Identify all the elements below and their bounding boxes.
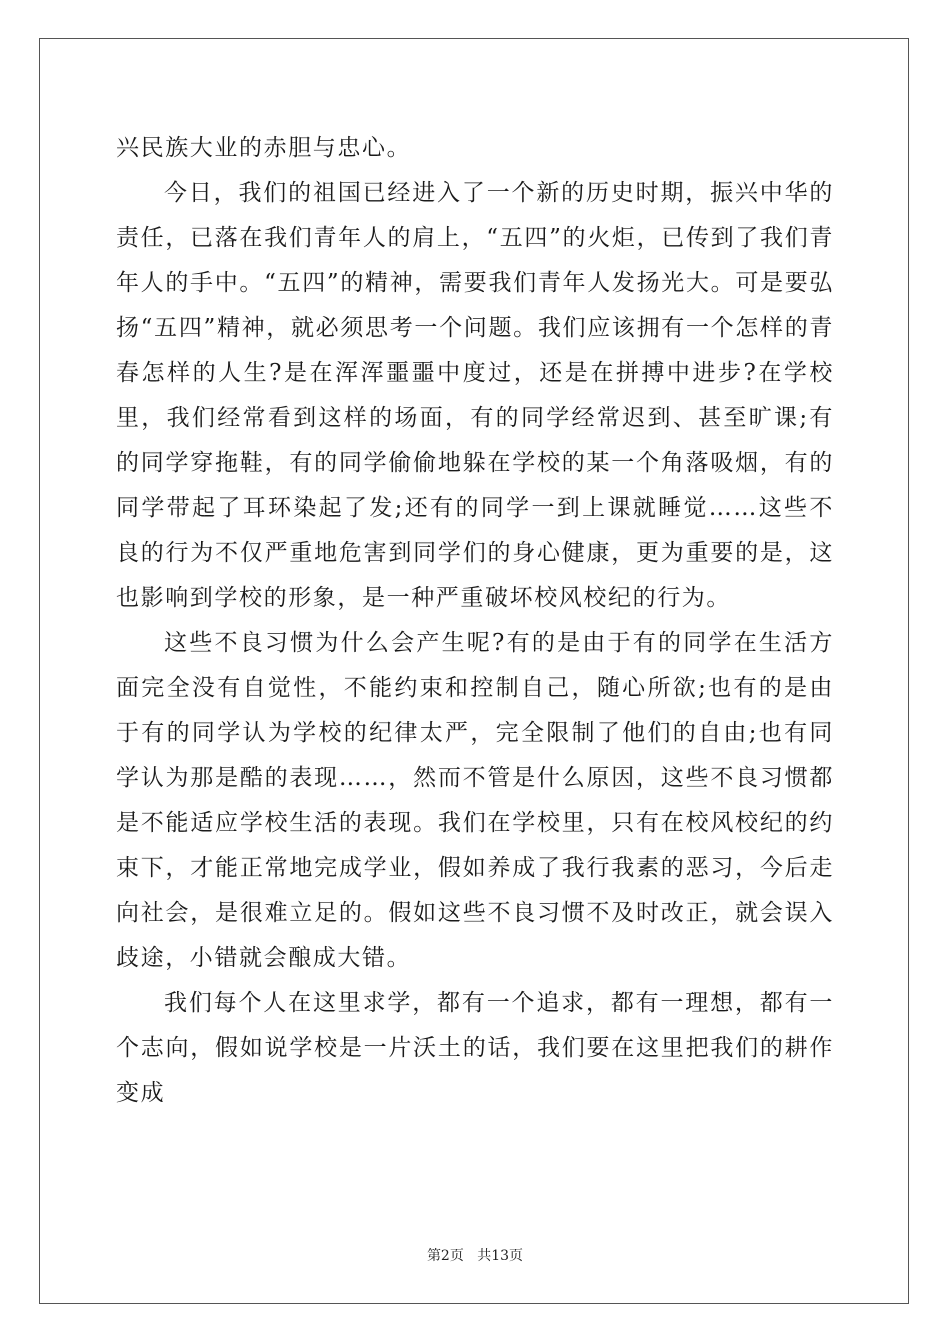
paragraph-1: 兴民族大业的赤胆与忠心。 (116, 135, 412, 161)
page-total: 共13页 (477, 1248, 524, 1264)
page-footer (0, 1247, 950, 1265)
paragraph-4: 我们每个人在这里求学，都有一个追求，都有一理想，都有一个志向，假如说学校是一片沃土的话，我们要在这里把我们的耕作变成 (116, 990, 834, 1106)
paragraph-3: 这些不良习惯为什么会产生呢?有的是由于有的同学在生活方面完全没有自觉性，不能约束和控制自己，随心所欲;也有的是由于有的同学认为学校的纪律太严，完全限制了他们的自由;也有同学认为那是酷的表现……，然而不管是什么原因，这些不良习惯都是不能适应学校生活的表现。我们在学校里，只有在校风校纪的约束下，才能正常地完成学业，假如养成了我行我素的恶习，今后走向社会，是很难立足的。假如这些不良习惯不及时改正，就会误入歧途，小错就会酿成大错。 (116, 630, 834, 971)
paragraph-2: 今日，我们的祖国已经进入了一个新的历史时期，振兴中华的责任，已落在我们青年人的肩上，“五四”的火炬，已传到了我们青年人的手中。“五四”的精神，需要我们青年人发扬光大。可是要弘扬“五四”精神，就必须思考一个问题。我们应该拥有一个怎样的青春怎样的人生?是在浑浑噩噩中度过，还是在拼搏中进步?在学校里，我们经常看到这样的场面，有的同学经常迟到、甚至旷课;有的同学穿拖鞋，有的同学偷偷地躲在学校的某一个角落吸烟，有的同学带起了耳环染起了发;还有的同学一到上课就睡觉……这些不良的行为不仅严重地危害到同学们的身心健康，更为重要的是，这也影响到学校的形象，是一种严重破坏校风校纪的行为。 (116, 180, 834, 611)
document-body (116, 126, 834, 1116)
page-number: 第2页 (426, 1248, 464, 1264)
